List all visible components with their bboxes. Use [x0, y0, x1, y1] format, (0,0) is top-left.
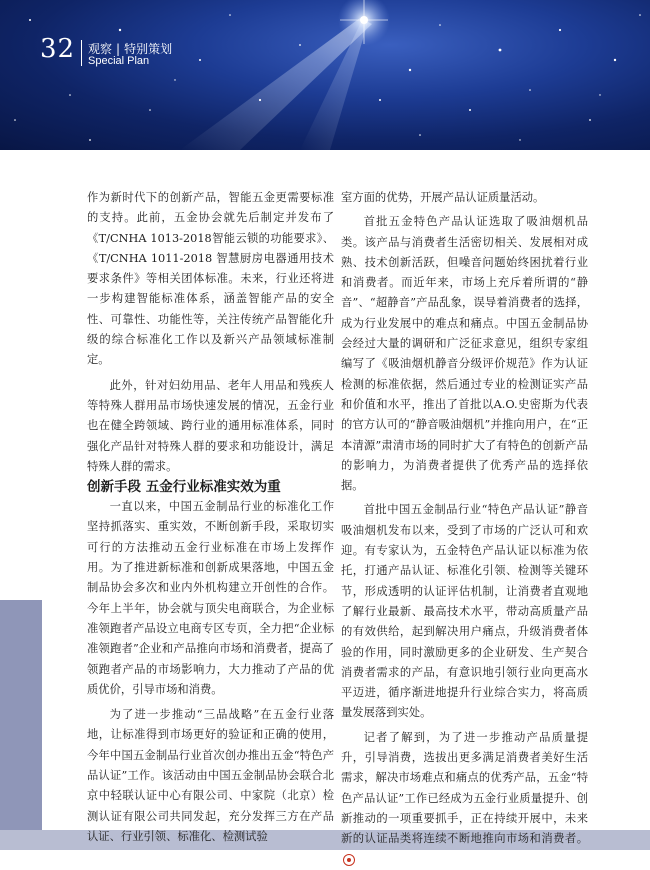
section-heading: 创新手段 五金行业标准实效为重 — [87, 479, 281, 496]
paragraph: 室方面的优势，开展产品认证质量活动。 — [341, 191, 545, 204]
section-separator: | — [116, 42, 121, 56]
paragraph: 首批五金特色产品认证选取了吸油烟机品类。该产品与消费者生活密切相关、发展相对成熟、技术创新活跃，但噪音问题始终困扰着行业和消费者。而近年来，市场上充斥着所谓的“静音”、“超静音”产品乱象，误导着消费者的选择，成为行业发展中的难点和痛点。中国五金制品协会经过大量的调研和广泛征求意见，组织专家组编写了《吸油烟机静音分级评价规范》作为认证检测的标准依据，然后通过专业的检测证实产品和价值和水平，推出了首批以A.O.史密斯为代表的官方认可的“静音吸油烟机”并推向用户，在“正本清源”肃清市场的同时扩大了有特色的创新产品的影响力，为消费者提供了优秀产品的选择依据。 — [341, 215, 588, 493]
article-column-right — [341, 188, 588, 870]
side-color-block — [0, 600, 42, 850]
article-end-icon — [343, 854, 355, 866]
section-title-english: Special Plan — [88, 55, 150, 67]
article-column-left — [87, 188, 334, 847]
paragraph: 此外，针对妇幼用品、老年人用品和残疾人等特殊人群用品市场快速发展的情况，五金行业也在健全跨领域、跨行业的通用标准体系，同时强化产品针对特殊人群的要求和功能设计，满足特殊人群的需求。 — [87, 378, 334, 473]
page-number: 32 — [40, 34, 76, 64]
section-label-special: 特别策划 — [124, 42, 173, 56]
starfield-graphic — [0, 0, 650, 150]
paragraph: 为了进一步推动“三品战略”在五金行业落地，让标准得到市场更好的验证和正确的使用，今年中国五金制品行业首次创办推出五金“特色产品认证”工作。该活动由中国五金制品协会联合北京中轻联认证中心有限公司、中家院（北京）检测认证有限公司共同发起，充分发挥三方在产品认证、行业引领、标准化、检测试验 — [87, 708, 334, 843]
paragraph: 首批中国五金制品行业“特色产品认证”静音吸油烟机发布以来，受到了市场的广泛认可和欢迎。有专家认为，五金特色产品认证以标准为依托，打通产品认证、标准化引领、检测等关键环节，形成透明的认证评估机制，让消费者直观地了解行业最新、最高技术水平，带动高质量产品的有效供给，起到解决用户痛点，升级消费者体验的作用，同时激励更多的企业研发、生产契合消费者需求的产品，有意识地引领行业向更高水平迈进，循序渐进地提升行业综合实力，将高质量发展落到实处。 — [341, 503, 588, 720]
paragraph: 作为新时代下的创新产品，智能五金更需要标准的支持。此前，五金协会就先后制定并发布了《T/CNHA 1013-2018智能云锁的功能要求》、《T/CNHA 1011-2018 智慧厨房电器通用技术要求条件》等相关团体标准。未来，行业还将进一步构建智能标准体系，涵盖智能产品的安全性、可靠性、功能性等，关注传统产品智能化升级的综合标准化工作以及新兴产品领域标准制定。 — [87, 191, 334, 367]
header-divider — [81, 40, 82, 66]
header-banner — [0, 0, 650, 150]
paragraph: 一直以来，中国五金制品行业的标准化工作坚持抓落实、重实效，不断创新手段，采取切实可行的方法推动五金行业标准在市场上发挥作用。为了推进新标准和创新成果落地，中国五金制品协会多次和业内外机构建立开创性的合作。今年上半年，协会就与顶尖电商联合，为企业标准领跑者产品设立电商专区专页，全力把“企业标准领跑者”企业和产品推向市场和消费者，提高了领跑者产品的市场影响力，大力推动了产品的优质优价，引导市场和消费。 — [87, 500, 334, 696]
paragraph-text: 记者了解到，为了进一步推动产品质量提升，引导消费，选拔出更多满足消费者美好生活需求，解决市场难点和痛点的优秀产品，五金“特色产品认证”工作已经成为五金行业质量提升、创新推动的一项重要抓手，正在持续开展中，未来新的认证品类将连续不断地推向市场和消费者。 — [341, 730, 588, 846]
paragraph — [341, 728, 588, 870]
section-label-observe: 观察 — [88, 42, 113, 56]
